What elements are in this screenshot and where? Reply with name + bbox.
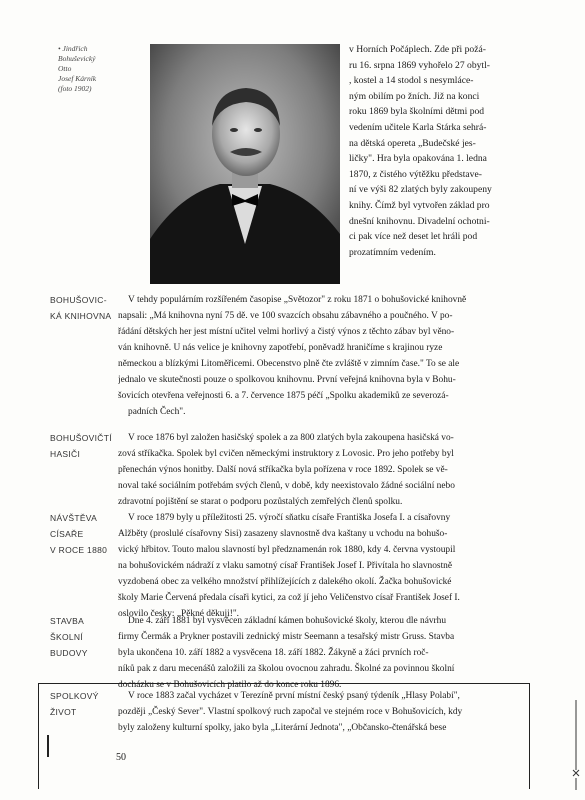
text-line: později „Český Sever". Vlastní spolkový ruch započal ve stejném roce v Bohušovicích, kdy [118, 707, 463, 717]
text-line: německou a blízkými Litoměřicemi. Obecenstvo plně čte zvláště v zimním čase." To se ale [118, 359, 460, 369]
section-label [50, 688, 120, 720]
text-line: zová stříkačka. Spolek byl cvičen německými instruktory z Lovosic. Pro jeho potřeby byl [118, 449, 454, 459]
intro-line: 1870, z čistého výtěžku představe- [349, 168, 482, 180]
label-line: BOHUŠOVIC- [50, 295, 107, 305]
intro-line: ným obilím po žních. Již na konci [349, 90, 480, 102]
label-line: CÍSAŘE [50, 529, 84, 539]
section-text [118, 430, 526, 510]
section-text [118, 292, 526, 420]
text-line: šovicích otevřena veřejnosti 6. a 7. července 1875 péčí „Spolku akademiků ze severozá- [118, 391, 449, 401]
intro-line: ci pak více než deset let hráli pod [349, 231, 478, 243]
text-line: docházku se v Bohušovicích platilo až do konce roku 1896. [118, 680, 342, 690]
intro-line: na dětská opereta „Budečské jes- [349, 137, 476, 149]
label-line: V ROCE 1880 [50, 545, 108, 555]
text-line: Dne 4. září 1881 byl vysvěcen základní kámen bohušovické školy, kterou dle návrhu [128, 616, 447, 626]
caption-line: • Jindřich [58, 44, 88, 53]
text-line: Alžběty (proslulé císařovny Sisi) zasazeny slavnostně dva kaštany u vchodu na bohušo- [118, 529, 448, 539]
text-line: V roce 1876 byl založen hasičský spolek a za 800 zlatých byla zakoupena hasičská vo- [128, 433, 454, 443]
intro-line: v Horních Počáplech. Zde při požá- [349, 44, 486, 55]
intro-line: prozatímním vedením. [349, 246, 436, 258]
section-text [118, 510, 526, 622]
text-line: jednalo ve skutečnosti pouze o spolkovou knihovnu. První veřejná knihovna byla v Bohu- [118, 375, 456, 385]
label-line: HASIČI [50, 449, 81, 459]
intro-line: ličky". Hra byla opakována 1. ledna [349, 153, 487, 165]
label-line: KÁ KNIHOVNA [50, 311, 112, 321]
text-line: V roce 1879 byly u příležitosti 25. výročí sňatku císaře Františka Josefa I. a císařovny [128, 513, 451, 523]
text-line: V roce 1883 začal vycházet v Terezíně první místní český psaný týdeník „Hlasy Polabí", [128, 691, 460, 701]
frame-marker [47, 735, 49, 757]
scan-edge-mark [572, 700, 580, 790]
intro-line: ru 16. srpna 1869 vyhořelo 27 obytl- [349, 59, 490, 71]
text-line: školy Marie Červená předala císaři kytici, za což jí jeho Veličenstvo císař František Josef I. [118, 593, 460, 603]
text-line: zdravotní pojištění se starat o podporu pozůstalých zemřelých členů spolku. [118, 497, 403, 507]
text-line: na bohušovickém nádraží z vlaku samotný císař František Josef I. Přivítala ho slavnostně [118, 561, 453, 571]
section-text [118, 688, 526, 736]
label-line: BUDOVY [50, 648, 88, 658]
label-line: STAVBA [50, 616, 85, 626]
intro-line: ní ve výši 82 zlatých byly zakoupeny [349, 184, 492, 196]
section-label [50, 613, 120, 661]
intro-column [349, 42, 524, 260]
text-line: vyzdobená obec za velkého množství přihlížejících z dalekého okolí. Žačka bohušovické [118, 577, 452, 587]
portrait-caption [58, 44, 128, 94]
section-label [50, 292, 120, 324]
text-line: ván knihovně. U nás velice je knihovny zapotřebí, poněvadž hraničíme s krajinou ryze [118, 343, 443, 353]
section-text [118, 613, 526, 693]
text-line: firmy Čermák a Prykner postavili zednický mistr Seemann a tesařský mistr Gruss. Stavba [118, 632, 455, 642]
text-line: noval také sociálním potřebám svých členů, v době, kdy neexistovalo žádné sociální nebo [118, 481, 455, 491]
intro-line: knihy. Čímž byl vytvořen základ pro [349, 199, 490, 211]
text-line: padních Čech". [128, 407, 186, 417]
intro-line: dnešní knihovnu. Divadelní ochotni- [349, 215, 490, 227]
text-line: řádání dětských her jest místní učitel velmi horlivý a čistý výnos z těchto zábav byl věno- [118, 327, 455, 337]
intro-line: vedením učitele Karla Stárka sehrá- [349, 121, 487, 133]
text-line: oslovilo česky: „Pěkné děkuji!". [118, 609, 239, 619]
section-label [50, 430, 120, 462]
portrait-photo [150, 44, 340, 284]
text-line: V tehdy populárním rozšířeném časopise „Světozor" z roku 1871 o bohušovické knihovně [128, 295, 467, 305]
caption-line: Bohuševický [58, 54, 96, 63]
section-label [50, 510, 120, 558]
label-line: SPOLKOVÝ [50, 691, 99, 701]
intro-line: roku 1869 byla školními dětmi pod [349, 106, 485, 118]
text-line: byly založeny kulturní spolky, jako byla „Literární Jednota", „Občansko-čtenářská bese [118, 723, 447, 733]
text-line: přenechán výnos honitby. Další nová stříkačka byla pořízena v roce 1892. Spolek se vě- [118, 465, 448, 475]
label-line: ŠKOLNÍ [50, 632, 83, 642]
label-line: BOHUŠOVIČTÍ [50, 433, 112, 443]
caption-line: Josef Kárník [58, 74, 97, 83]
page-number: 50 [116, 752, 126, 763]
intro-line: , kostel a 14 stodol s nesymláce- [349, 75, 474, 87]
caption-line: Otto [58, 64, 72, 73]
label-line: ŽIVOT [50, 707, 77, 717]
text-line: níků pak z daru mecenášů založili za školou ovocnou zahradu. Školné za povinnou školní [118, 664, 455, 674]
text-line: byla ukončena 10. září 1882 a vysvěcena 18. září 1882. Žákyně a žáci prvních roč- [118, 648, 429, 658]
caption-line: (foto 1902) [58, 84, 92, 93]
text-line: vický hřbitov. Touto malou slavností byl předznamenán rok 1880, kdy 4. června vystoupil [118, 545, 456, 555]
label-line: NÁVŠTĚVA [50, 513, 98, 523]
text-line: napsali: „Má knihovna nyní 75 dě. ve 100 svazcích obsahu zábavného a poučného. V po- [118, 311, 453, 321]
